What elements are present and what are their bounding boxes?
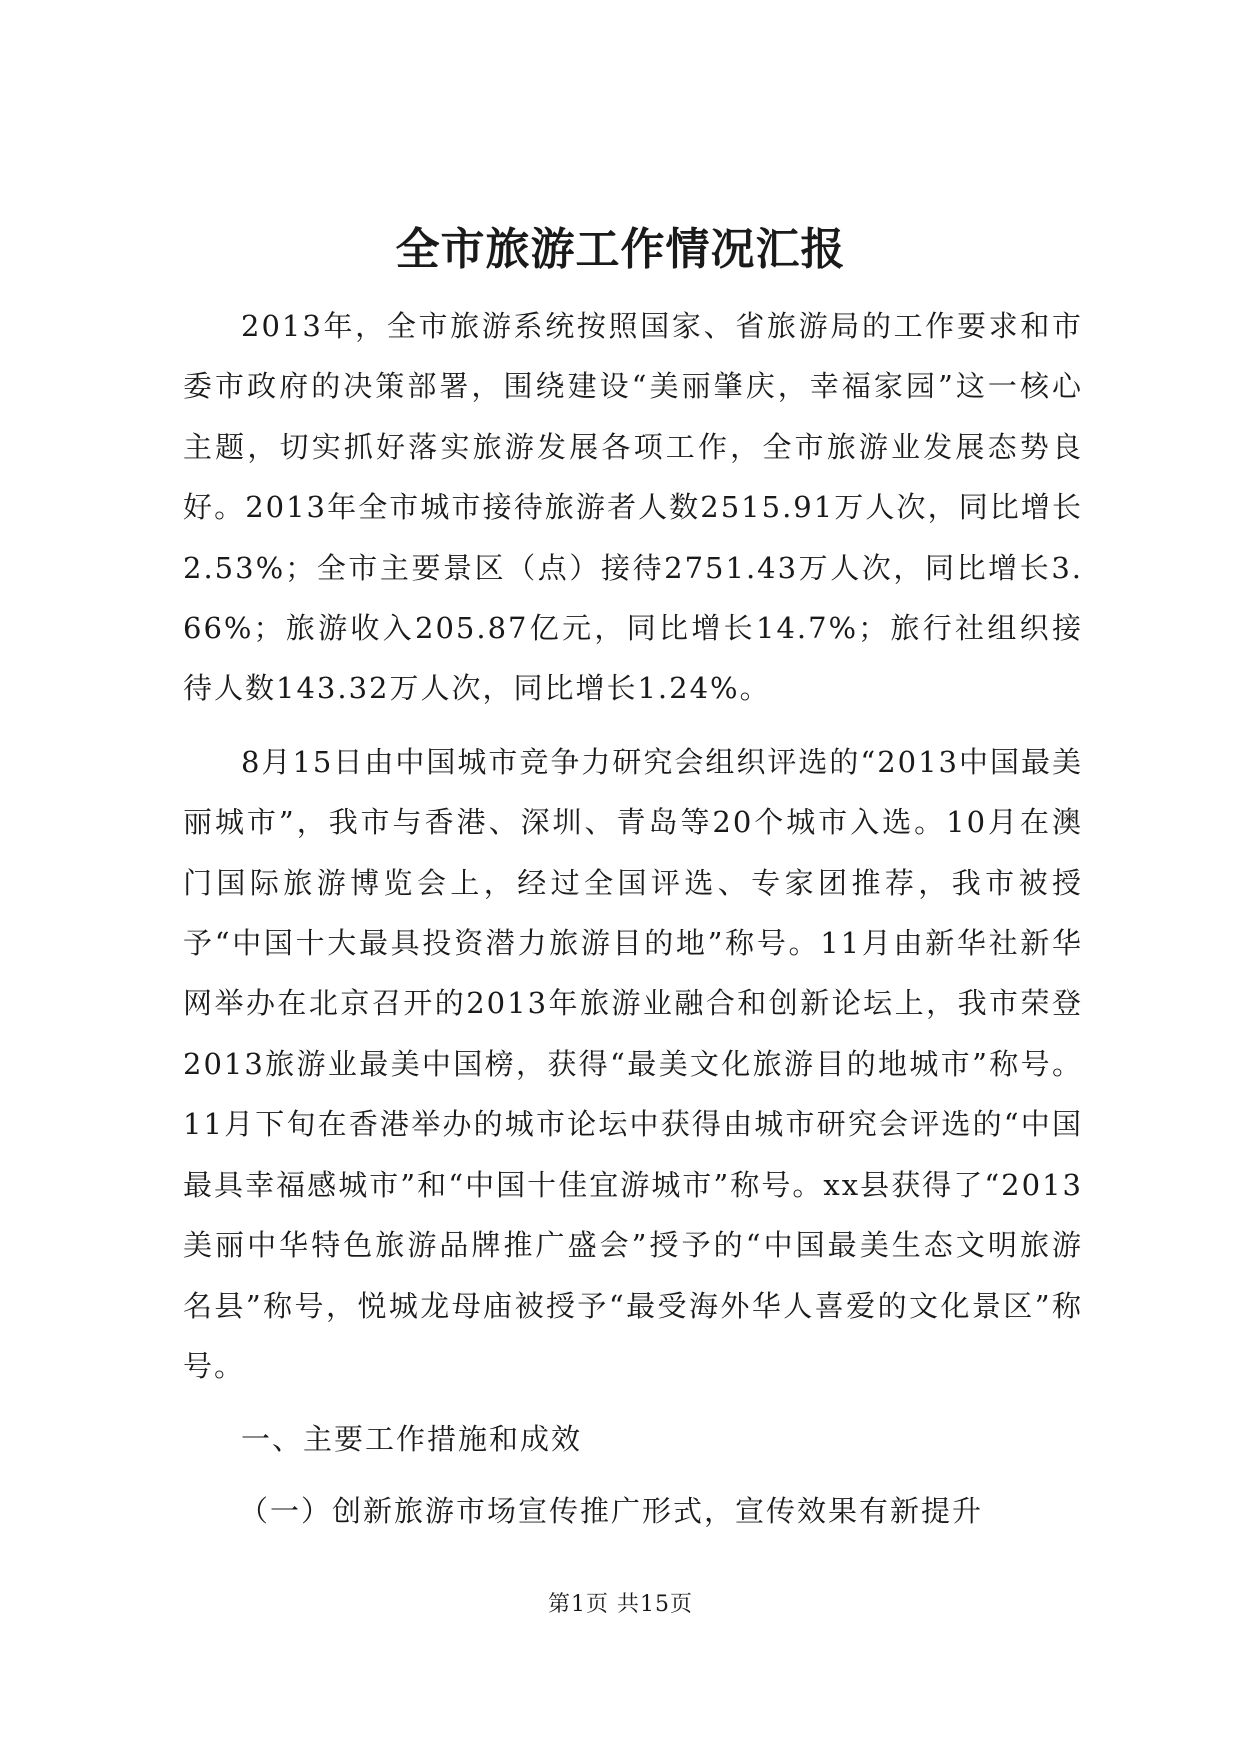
page-number-footer: 第1页 共15页 <box>548 1592 693 1617</box>
paragraph-overview: 2013年，全市旅游系统按照国家、省旅游局的工作要求和市委市政府的决策部署，围绕建设“美丽肇庆，幸福家园”这一核心主题，切实抓好落实旅游发展各项工作，全市旅游业发展态势良好。2013年全市城市接待旅游者人数2515.91万人次，同比增长2.53%；全市主要景区（点）接待2751.43万人次，同比增长3.66%；旅游收入205.87亿元，同比增长14.7%；旅行社组织接待人数143.32万人次，同比增长1.24%。 <box>183 309 1083 706</box>
subsection-heading: （一）创新旅游市场宣传推广形式，宣传效果有新提升 <box>239 1494 984 1529</box>
document-title: 全市旅游工作情况汇报 <box>395 224 846 275</box>
paragraph-awards: 8月15日由中国城市竞争力研究会组织评选的“2013中国最美丽城市”，我市与香港、深圳、青岛等20个城市入选。10月在澳门国际旅游博览会上，经过全国评选、专家团推荐，我市被授予“中国十大最具投资潜力旅游目的地”称号。11月由新华社新华网举办在北京召开的2013年旅游业融合和创新论坛上，我市荣登2013旅游业最美中国榜，获得“最美文化旅游目的地城市”称号。11月下旬在香港举办的城市论坛中获得由城市研究会评选的“中国最具幸福感城市”和“中国十佳宜游城市”称号。xx县获得了“2013美丽中华特色旅游品牌推广盛会”授予的“中国最美生态文明旅游名县”称号，悦城龙母庙被授予“最受海外华人喜爱的文化景区”称号。 <box>183 744 1083 1383</box>
document-body <box>183 296 1083 1541</box>
section-heading: 一、主要工作措施和成效 <box>241 1422 583 1457</box>
